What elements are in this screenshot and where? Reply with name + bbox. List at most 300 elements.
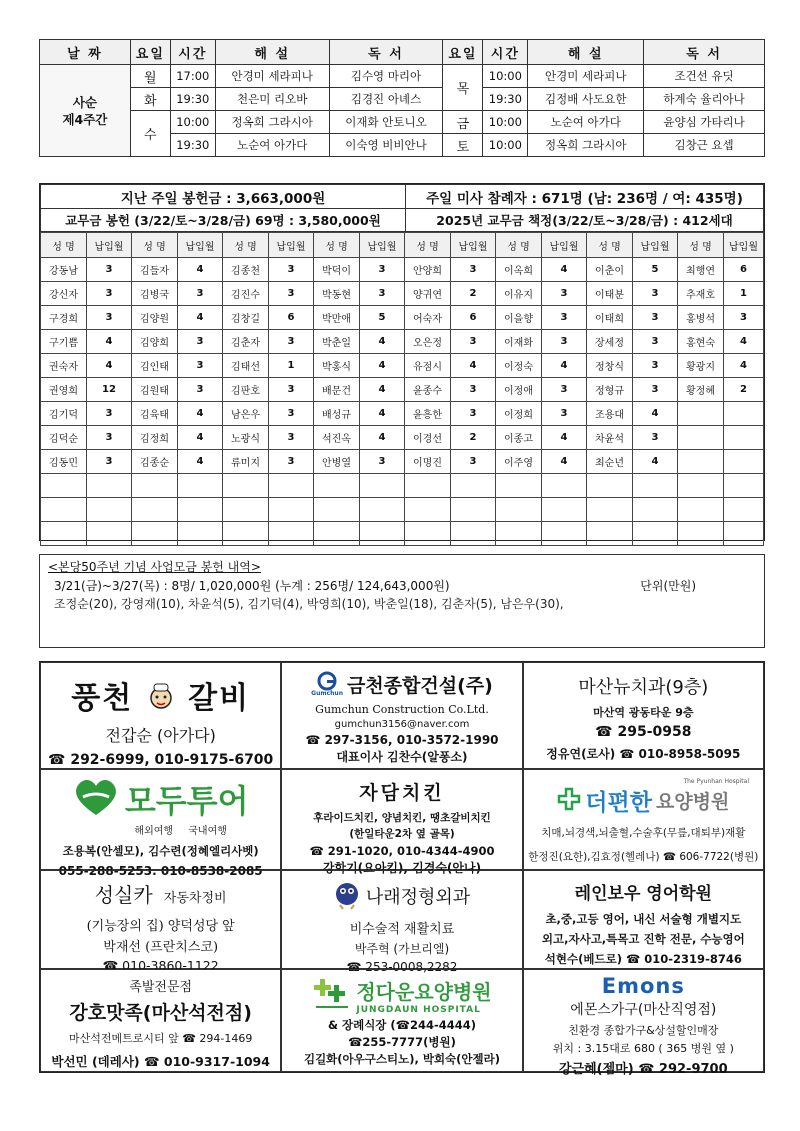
donor-months: 4 xyxy=(724,330,764,354)
gangho-person: 박선민 (데레사) ☎ 010-9317-1094 xyxy=(51,1054,270,1069)
donor-months: 4 xyxy=(451,354,496,378)
deopyeonhan-english: The Pyunhan Hospital xyxy=(683,778,749,785)
galbi-logo-1: 풍천 xyxy=(71,681,134,716)
donor-name: 이을향 xyxy=(496,306,542,330)
donor-name: 이주영 xyxy=(496,450,542,474)
donor-empty-row xyxy=(41,522,764,546)
donor-name: 조용대 xyxy=(587,402,633,426)
jeongdaun-name: 정다운요양병원 xyxy=(356,979,492,1004)
anniversary-donors: 조정순(20), 강영재(10), 차윤석(5), 김기덕(4), 박영희(10), 박춘일(18), 김춘자(5), 남은우(30), xyxy=(54,597,564,611)
donor-name: 차윤석 xyxy=(587,426,633,450)
empty-cell xyxy=(41,474,87,498)
donor-months: 3 xyxy=(451,258,496,282)
donor-months: 3 xyxy=(269,402,314,426)
donor-name: 윤흥한 xyxy=(405,402,451,426)
jadam-menu: 후라이드치킨, 양념치킨, 땡초갈비치킨 xyxy=(313,812,491,824)
gumchun-ceo: 대표이사 김찬수(알퐁소) xyxy=(336,750,468,764)
ad-deopyeonhan-hospital xyxy=(523,769,764,870)
donor-name: 김병국 xyxy=(132,282,178,306)
donor-months xyxy=(724,402,764,426)
header-month: 납입월 xyxy=(360,233,405,258)
donor-months: 4 xyxy=(542,354,587,378)
donor-months: 3 xyxy=(178,330,223,354)
donor-months: 3 xyxy=(87,306,132,330)
period-season: 사순 xyxy=(72,94,97,110)
time-cell: 10:00 xyxy=(483,111,528,134)
jadam-phone: ☎ 291-1020, 010-4344-4900 xyxy=(309,844,495,858)
donor-months: 3 xyxy=(633,330,678,354)
anniversary-unit: 단위(만원) xyxy=(640,579,696,593)
donor-months: 3 xyxy=(360,450,405,474)
jeongdaun-hospital-phone: ☎255-7777(병원) xyxy=(348,1035,456,1049)
commentary-cell: 안경미 세라피나 xyxy=(215,65,329,88)
donor-empty-row xyxy=(41,498,764,522)
donor-months: 4 xyxy=(360,402,405,426)
time-cell: 10:00 xyxy=(170,111,215,134)
mass-attendance: 주일 미사 참례자 : 671명 (남: 236명 / 여: 435명) xyxy=(406,185,764,209)
deopyeonhan-services: 치매,뇌경색,뇌출혈,수술후(무릎,대퇴부)재활 xyxy=(541,827,746,839)
empty-cell xyxy=(87,474,132,498)
donor-name: 김양희 xyxy=(132,330,178,354)
empty-cell xyxy=(314,498,360,522)
gumchun-logo-icon xyxy=(311,672,343,697)
time-cell: 10:00 xyxy=(483,134,528,157)
rainbow-line-2: 외고,자사고,특목고 진학 전문, 수능영어 xyxy=(541,932,745,946)
day-cell: 목 xyxy=(443,65,483,111)
empty-cell xyxy=(542,498,587,522)
donor-row xyxy=(41,306,764,330)
modetour-overseas: 해외여행 xyxy=(134,826,174,837)
donor-months: 4 xyxy=(178,402,223,426)
donor-months: 3 xyxy=(269,426,314,450)
seongsil-person: 박재선 (프란치스코) xyxy=(103,940,219,955)
header-name: 성 명 xyxy=(587,233,633,258)
offering-section xyxy=(39,183,765,541)
donor-name: 박춘일 xyxy=(314,330,360,354)
reading-cell: 이재화 안토니오 xyxy=(329,111,443,134)
narae-mascot-icon xyxy=(334,879,360,913)
modetour-phone: 055-288-5253. 010-8538-2085 xyxy=(58,864,263,878)
donor-months: 5 xyxy=(360,306,405,330)
donor-months: 6 xyxy=(451,306,496,330)
header-month: 납입월 xyxy=(724,233,764,258)
donor-name: 이태희 xyxy=(587,306,633,330)
reading-cell: 김수영 마리아 xyxy=(329,65,443,88)
gumchun-english-name: Gumchun Construction Co.Ltd. xyxy=(315,703,489,716)
empty-cell xyxy=(405,522,451,546)
empty-cell xyxy=(587,498,633,522)
deopyeonhan-name-1: 더편한 xyxy=(585,790,652,816)
header-time-2: 시간 xyxy=(483,40,528,65)
header-month: 납입월 xyxy=(451,233,496,258)
header-month: 납입월 xyxy=(633,233,678,258)
ad-gangho-jokbal xyxy=(40,969,281,1072)
donor-name: 어숙자 xyxy=(405,306,451,330)
empty-cell xyxy=(360,498,405,522)
period-week: 제4주간 xyxy=(62,111,108,127)
offering-summary xyxy=(40,184,764,232)
donor-name: 정형규 xyxy=(587,378,633,402)
modetour-heart-icon xyxy=(73,777,119,821)
empty-cell xyxy=(724,474,764,498)
donor-months: 3 xyxy=(87,426,132,450)
header-name: 성 명 xyxy=(223,233,269,258)
donor-months: 3 xyxy=(87,258,132,282)
seongsil-name: 성실카 xyxy=(94,883,153,907)
empty-cell xyxy=(314,522,360,546)
donor-name: 배문건 xyxy=(314,378,360,402)
donor-months: 3 xyxy=(87,402,132,426)
commentary-cell: 천은미 리오바 xyxy=(215,88,329,111)
header-day: 요일 xyxy=(130,40,170,65)
donor-name: 권숙자 xyxy=(41,354,87,378)
day-cell: 월 xyxy=(130,65,170,88)
donor-months: 4 xyxy=(542,450,587,474)
donor-months: 1 xyxy=(724,282,764,306)
time-cell: 19:30 xyxy=(170,88,215,111)
dental-location: 마산역 광동타운 9층 xyxy=(593,706,694,719)
donor-name: 박동현 xyxy=(314,282,360,306)
header-commentary: 해 설 xyxy=(215,40,329,65)
gangho-name: 강호맛족(마산석전점) xyxy=(69,1002,252,1024)
donor-months: 3 xyxy=(542,402,587,426)
donor-months: 3 xyxy=(87,450,132,474)
donor-name: 김판호 xyxy=(223,378,269,402)
header-name: 성 명 xyxy=(496,233,542,258)
donor-name: 장세정 xyxy=(587,330,633,354)
donor-name: 박덕이 xyxy=(314,258,360,282)
reading-cell: 하계숙 율리아나 xyxy=(644,88,765,111)
donor-months: 4 xyxy=(178,450,223,474)
donor-months: 4 xyxy=(178,426,223,450)
donor-name: 홍현숙 xyxy=(678,330,724,354)
header-name: 성 명 xyxy=(314,233,360,258)
donor-months: 3 xyxy=(633,282,678,306)
donor-name xyxy=(678,402,724,426)
donor-months: 3 xyxy=(633,306,678,330)
empty-cell xyxy=(223,474,269,498)
donor-months: 4 xyxy=(360,426,405,450)
donor-name: 최순년 xyxy=(587,450,633,474)
ad-modetour xyxy=(40,769,281,878)
ad-emons-furniture xyxy=(523,969,764,1077)
header-month: 납입월 xyxy=(87,233,132,258)
donor-name: 김원태 xyxy=(132,378,178,402)
header-date: 날 짜 xyxy=(40,40,131,65)
donor-months: 3 xyxy=(269,450,314,474)
time-cell: 10:00 xyxy=(483,65,528,88)
empty-cell xyxy=(633,498,678,522)
donor-row xyxy=(41,450,764,474)
donor-name: 이명진 xyxy=(405,450,451,474)
donor-name: 황광지 xyxy=(678,354,724,378)
dental-name: 마산뉴치과(9층) xyxy=(578,677,709,698)
donor-name: 김인태 xyxy=(132,354,178,378)
jadam-location: (한일타운2차 옆 골목) xyxy=(349,828,455,840)
jeongdaun-english: JUNGDAUN HOSPITAL xyxy=(356,1004,481,1015)
donor-months: 3 xyxy=(542,282,587,306)
reading-cell: 조건선 유딧 xyxy=(644,65,765,88)
donor-name: 김종천 xyxy=(223,258,269,282)
donor-name: 김양원 xyxy=(132,306,178,330)
modetour-people: 조용복(안셀모), 김수련(정혜엘리사벳) xyxy=(62,844,259,858)
commentary-cell: 노순여 아가다 xyxy=(528,111,644,134)
empty-cell xyxy=(87,498,132,522)
modetour-name: 모두투어 xyxy=(124,782,249,820)
schedule-row xyxy=(40,88,765,111)
donor-name: 이정애 xyxy=(496,378,542,402)
empty-cell xyxy=(314,474,360,498)
emons-person: 강근혜(젬마) ☎ 292-9700 xyxy=(559,1062,728,1077)
empty-cell xyxy=(678,522,724,546)
reading-cell: 김경진 아녜스 xyxy=(329,88,443,111)
header-name: 성 명 xyxy=(41,233,87,258)
donor-name: 추재호 xyxy=(678,282,724,306)
donor-months: 2 xyxy=(451,426,496,450)
donor-months: 5 xyxy=(633,258,678,282)
jadam-name: 자담치킨 xyxy=(359,782,445,804)
donor-name: 유점시 xyxy=(405,354,451,378)
galbi-logo-2: 갈비 xyxy=(188,681,251,716)
reading-cell: 윤양심 가타리나 xyxy=(644,111,765,134)
donor-name: 남은우 xyxy=(223,402,269,426)
header-day-2: 요일 xyxy=(443,40,483,65)
donor-months: 3 xyxy=(87,282,132,306)
empty-cell xyxy=(542,522,587,546)
donor-name: 이종고 xyxy=(496,426,542,450)
donor-name: 석진옥 xyxy=(314,426,360,450)
empty-cell xyxy=(132,474,178,498)
donor-months: 3 xyxy=(451,450,496,474)
emons-name: 에몬스가구(마산직영점) xyxy=(570,1002,717,1018)
last-week-offering: 지난 주일 봉헌금 : 3,663,000원 xyxy=(41,185,406,209)
jadam-owners: 강학기(요아킴), 김경숙(안나) xyxy=(322,861,482,875)
empty-cell xyxy=(223,498,269,522)
rainbow-name: 레인보우 영어학원 xyxy=(574,884,712,904)
rainbow-contact: 석현수(베드로) ☎ 010-2319-8746 xyxy=(544,952,742,966)
donor-months: 2 xyxy=(724,378,764,402)
donor-months: 4 xyxy=(360,354,405,378)
donor-months: 3 xyxy=(269,330,314,354)
donor-name: 김들자 xyxy=(132,258,178,282)
donor-months: 4 xyxy=(87,354,132,378)
empty-cell xyxy=(87,522,132,546)
donor-name: 구기쁨 xyxy=(41,330,87,354)
donor-name: 권영희 xyxy=(41,378,87,402)
day-cell: 금 xyxy=(443,111,483,134)
reader-schedule-table xyxy=(39,39,765,157)
donor-name: 박만애 xyxy=(314,306,360,330)
donor-months: 1 xyxy=(269,354,314,378)
tithe-donor-table xyxy=(40,232,764,546)
donor-name: 이경선 xyxy=(405,426,451,450)
galbi-phone: ☎ 292-6999, 010-9175-6700 xyxy=(48,752,274,768)
anniversary-fund-box xyxy=(39,554,765,648)
empty-cell xyxy=(132,498,178,522)
header-month: 납입월 xyxy=(542,233,587,258)
donor-name: 구경희 xyxy=(41,306,87,330)
emons-location: 위치 : 3.15대로 680 ( 365 병원 옆 ) xyxy=(552,1042,734,1055)
empty-cell xyxy=(223,522,269,546)
donor-row xyxy=(41,354,764,378)
narae-person: 박주혁 (가브리엘) xyxy=(354,942,450,956)
donor-name: 이정숙 xyxy=(496,354,542,378)
day-cell: 수 xyxy=(130,111,170,157)
donor-name: 안양희 xyxy=(405,258,451,282)
header-month: 납입월 xyxy=(269,233,314,258)
empty-cell xyxy=(633,522,678,546)
donor-name: 홍병석 xyxy=(678,306,724,330)
donor-name: 김진수 xyxy=(223,282,269,306)
donor-months: 3 xyxy=(633,426,678,450)
empty-cell xyxy=(178,474,223,498)
empty-cell xyxy=(496,474,542,498)
empty-cell xyxy=(41,522,87,546)
donor-name: 최행연 xyxy=(678,258,724,282)
donor-months: 3 xyxy=(542,330,587,354)
advertisement-grid xyxy=(39,661,765,1077)
commentary-cell: 정옥희 그라시아 xyxy=(215,111,329,134)
anniversary-title: <본당50주년 기념 사업모금 봉헌 내역> xyxy=(48,560,261,574)
donor-months: 4 xyxy=(724,354,764,378)
emons-logo: Emons xyxy=(601,974,685,998)
empty-cell xyxy=(269,498,314,522)
empty-cell xyxy=(405,498,451,522)
seongsil-phone: ☎ 010-3860-1122 xyxy=(102,958,219,973)
donor-name: 강동남 xyxy=(41,258,87,282)
donor-name: 김덕순 xyxy=(41,426,87,450)
donor-months: 3 xyxy=(269,378,314,402)
donor-months: 3 xyxy=(633,378,678,402)
ad-pungcheon-galbi xyxy=(40,662,281,769)
donor-months: 4 xyxy=(360,378,405,402)
narae-name: 나래정형외과 xyxy=(365,887,471,908)
donor-name: 오은정 xyxy=(405,330,451,354)
donor-months: 3 xyxy=(178,354,223,378)
empty-cell xyxy=(269,474,314,498)
donor-months: 4 xyxy=(542,426,587,450)
donor-name: 윤종수 xyxy=(405,378,451,402)
ad-rainbow-english xyxy=(523,870,764,969)
donor-months: 6 xyxy=(269,306,314,330)
donor-months: 3 xyxy=(724,306,764,330)
seongsil-sub: 자동차정비 xyxy=(163,891,227,906)
donor-months: 3 xyxy=(451,330,496,354)
commentary-cell: 안경미 세라피나 xyxy=(528,65,644,88)
donor-name: 박홍식 xyxy=(314,354,360,378)
reading-cell: 김창근 요셉 xyxy=(644,134,765,157)
modetour-domestic: 국내여행 xyxy=(188,826,227,837)
empty-cell xyxy=(451,498,496,522)
empty-cell xyxy=(269,522,314,546)
donor-months: 4 xyxy=(633,402,678,426)
jeongdaun-logo-icon xyxy=(312,975,352,1015)
deopyeonhan-name-2: 요양병원 xyxy=(655,791,730,813)
donor-name: 이태분 xyxy=(587,282,633,306)
ad-jeongdaun-hospital xyxy=(281,969,522,1072)
dental-contact: 정유연(로사) ☎ 010-8958-5095 xyxy=(546,747,741,761)
empty-cell xyxy=(178,498,223,522)
donor-months: 4 xyxy=(360,330,405,354)
commentary-cell: 정옥희 그라시아 xyxy=(528,134,644,157)
donor-row xyxy=(41,258,764,282)
donor-months: 3 xyxy=(360,282,405,306)
empty-cell xyxy=(542,474,587,498)
schedule-row xyxy=(40,65,765,88)
empty-cell xyxy=(587,474,633,498)
gangho-sub: 족발전문점 xyxy=(129,980,193,995)
donor-months: 4 xyxy=(633,450,678,474)
ad-narae-orthopedics xyxy=(281,870,522,974)
tithe-offering: 교무금 봉헌 (3/22/토~3/28/금) 69명 : 3,580,000원 xyxy=(41,209,406,232)
donor-name: 김창길 xyxy=(223,306,269,330)
chef-mascot-icon xyxy=(146,681,176,719)
anniversary-summary: 3/21(금)~3/27(목) : 8명/ 1,020,000원 (누계 : 256명/ 124,643,000원) xyxy=(54,579,450,593)
header-name: 성 명 xyxy=(678,233,724,258)
donor-row xyxy=(41,378,764,402)
donor-name: 황정혜 xyxy=(678,378,724,402)
tithe-assessed: 2025년 교무금 책정(3/22/토~3/28/금) : 412세대 xyxy=(406,209,764,232)
gumchun-logo-text: Gumchun xyxy=(311,690,343,697)
donor-name: 이정희 xyxy=(496,402,542,426)
donor-name: 강신자 xyxy=(41,282,87,306)
empty-cell xyxy=(496,522,542,546)
donor-name xyxy=(678,426,724,450)
period-cell xyxy=(40,65,131,157)
donor-name: 김육태 xyxy=(132,402,178,426)
donor-name: 양귀연 xyxy=(405,282,451,306)
header-name: 성 명 xyxy=(132,233,178,258)
donor-empty-row xyxy=(41,474,764,498)
donor-name: 김동민 xyxy=(41,450,87,474)
header-commentary-2: 해 설 xyxy=(528,40,644,65)
donor-months xyxy=(724,450,764,474)
empty-cell xyxy=(41,498,87,522)
dental-phone: ☎ 295-0958 xyxy=(595,724,692,740)
donor-name: 안병열 xyxy=(314,450,360,474)
donor-row xyxy=(41,282,764,306)
gumchun-name: 금천종합건설(주) xyxy=(346,675,493,697)
schedule-row xyxy=(40,111,765,134)
commentary-cell: 노순여 아가다 xyxy=(215,134,329,157)
donor-months: 3 xyxy=(542,306,587,330)
donor-row xyxy=(41,330,764,354)
jeongdaun-people: 김길화(아우구스티노), 박희숙(안젤라) xyxy=(303,1052,500,1066)
day-cell: 토 xyxy=(443,134,483,157)
donor-months: 3 xyxy=(633,354,678,378)
header-name: 성 명 xyxy=(405,233,451,258)
ad-gumchun-construction xyxy=(281,662,522,769)
empty-cell xyxy=(724,498,764,522)
empty-cell xyxy=(451,474,496,498)
donor-months: 2 xyxy=(451,282,496,306)
donor-months: 4 xyxy=(178,306,223,330)
donor-name: 정창식 xyxy=(587,354,633,378)
donor-name: 류미지 xyxy=(223,450,269,474)
donor-months: 3 xyxy=(451,378,496,402)
empty-cell xyxy=(496,498,542,522)
donor-name: 김정희 xyxy=(132,426,178,450)
narae-service: 비수술적 재활치료 xyxy=(349,922,455,937)
empty-cell xyxy=(633,474,678,498)
donor-header-row xyxy=(41,233,764,258)
time-cell: 17:00 xyxy=(170,65,215,88)
empty-cell xyxy=(405,474,451,498)
donor-row xyxy=(41,426,764,450)
gangho-location: 마산석전메트로시티 앞 ☎ 294-1469 xyxy=(68,1032,253,1045)
rainbow-line-1: 초,중,고등 영어, 내신 서술형 개별지도 xyxy=(545,912,742,926)
donor-name: 이춘이 xyxy=(587,258,633,282)
